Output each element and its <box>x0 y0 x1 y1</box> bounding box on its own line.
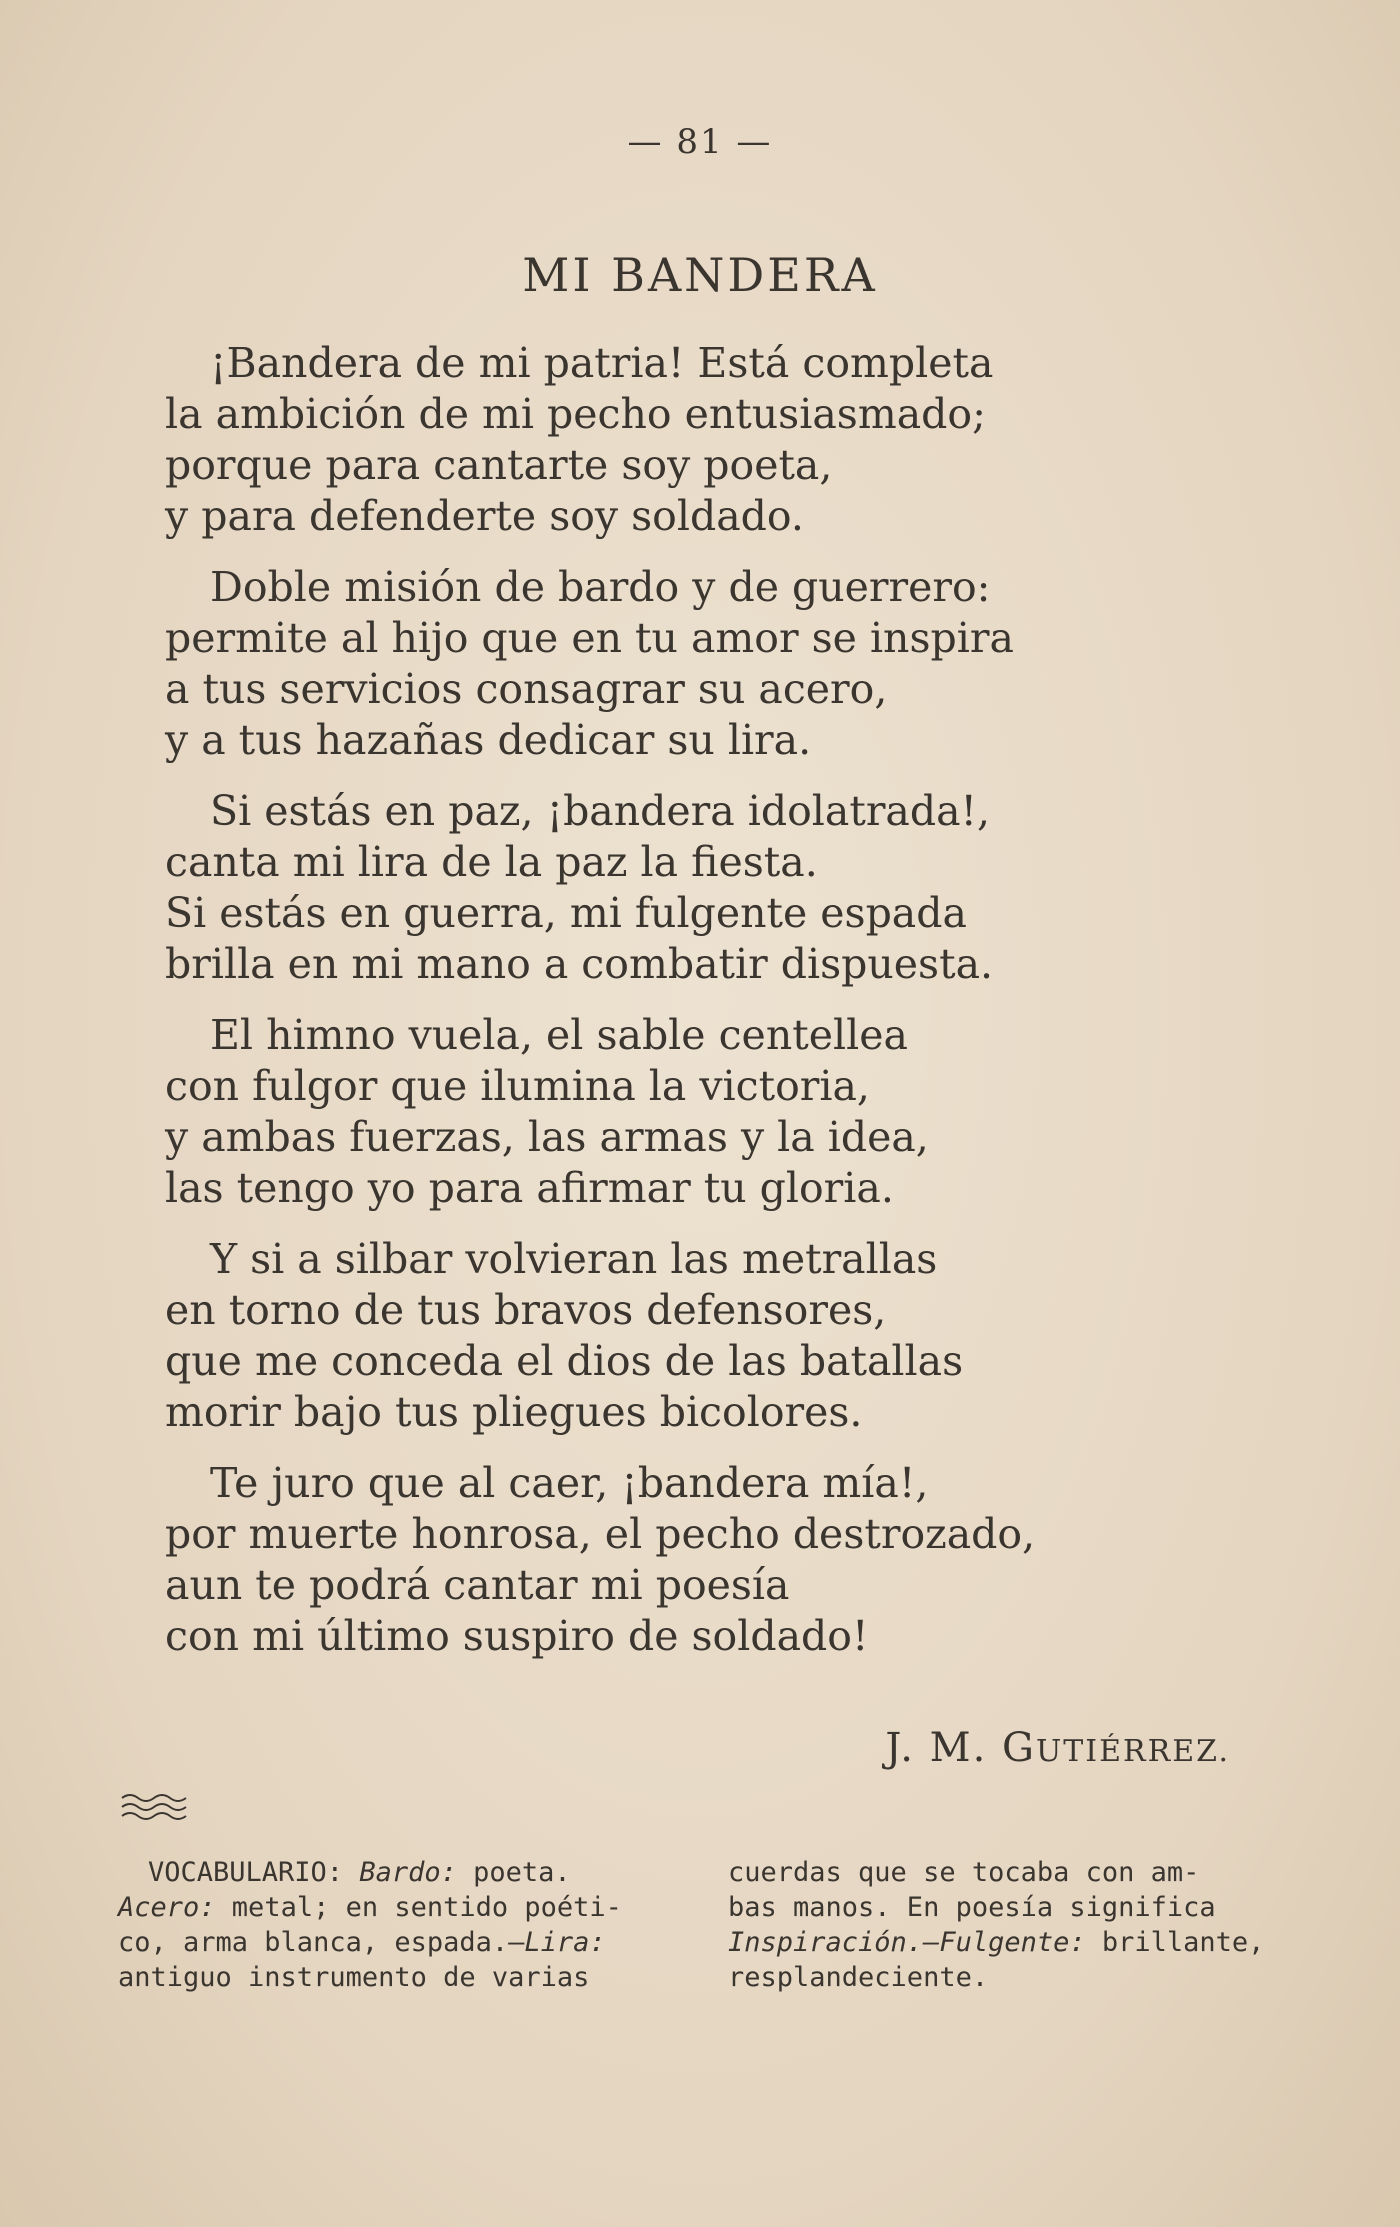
poem-line: Doble misión de bardo y de guerrero: <box>210 563 991 611</box>
vocab-line <box>118 1960 673 1995</box>
poem-title: MI BANDERA <box>522 248 878 302</box>
vocab-term: Bardo: <box>359 1857 457 1888</box>
stanza-2 <box>165 562 1215 766</box>
stanza-3 <box>165 786 1215 990</box>
poem-line: con fulgor que ilumina la victoria, <box>165 1062 870 1110</box>
vocab-label: VOCABULARIO: <box>148 1857 360 1888</box>
vocab-def: antiguo instrumento de varias <box>118 1962 590 1993</box>
vocab-line <box>118 1890 673 1925</box>
stanza-6 <box>165 1458 1215 1662</box>
vocab-line <box>728 1960 1283 1995</box>
vocab-line <box>728 1925 1283 1960</box>
poem-line: las tengo yo para afirmar tu gloria. <box>165 1164 894 1212</box>
vocab-term: Inspiración.—Fulgente: <box>728 1927 1086 1958</box>
vocab-def: resplandeciente. <box>728 1962 989 1993</box>
poem-line: Y si a silbar volvieran las metrallas <box>210 1235 938 1283</box>
vocab-line <box>118 1855 673 1890</box>
poem-line: ¡Bandera de mi patria! Está completa <box>210 339 994 387</box>
poem-line: El himno vuela, el sable centellea <box>210 1011 908 1059</box>
vocab-def: brillante, <box>1085 1927 1265 1958</box>
poem-line: a tus servicios consagrar su acero, <box>165 665 888 713</box>
poem-line: porque para cantarte soy poeta, <box>165 441 833 489</box>
poem-line: y ambas fuerzas, las armas y la idea, <box>165 1113 929 1161</box>
vocab-term: Lira: <box>524 1927 606 1958</box>
vocab-line <box>728 1890 1283 1925</box>
poem-line: Si estás en paz, ¡bandera idolatrada!, <box>210 787 991 835</box>
poem-line: Te juro que al caer, ¡bandera mía!, <box>210 1459 929 1507</box>
poem-line: por muerte honrosa, el pecho destrozado, <box>165 1510 1036 1558</box>
vocab-term: Acero: <box>118 1892 216 1923</box>
author-initials: J. M. G <box>885 1725 1037 1771</box>
poem-line: brilla en mi mano a combatir dispuesta. <box>165 940 994 988</box>
wave-ornament-icon <box>120 1790 190 1824</box>
poem-line: y a tus hazañas dedicar su lira. <box>165 716 812 764</box>
poem-line: que me conceda el dios de las batallas <box>165 1337 964 1385</box>
poem <box>165 338 1215 1682</box>
poem-line: morir bajo tus pliegues bicolores. <box>165 1388 863 1436</box>
vocabulary-column-1 <box>118 1855 673 1995</box>
vocab-def: metal; en sentido poéti- <box>215 1892 622 1923</box>
poem-line: Si estás en guerra, mi fulgente espada <box>165 889 967 937</box>
vocab-line <box>118 1925 673 1960</box>
poem-line: la ambición de mi pecho entusiasmado; <box>165 390 986 438</box>
poem-line: en torno de tus bravos defensores, <box>165 1286 887 1334</box>
stanza-1 <box>165 338 1215 542</box>
stanza-4 <box>165 1010 1215 1214</box>
stanza-5 <box>165 1234 1215 1438</box>
vocab-def: bas manos. En poesía significa <box>728 1892 1216 1923</box>
poem-line: con mi último suspiro de soldado! <box>165 1612 869 1660</box>
vocab-def: co, arma blanca, espada.— <box>118 1927 525 1958</box>
author-signature <box>885 1725 1230 1771</box>
poem-line: canta mi lira de la paz la fiesta. <box>165 838 818 886</box>
vocab-def: poeta. <box>456 1857 571 1888</box>
vocab-line <box>728 1855 1283 1890</box>
vocabulary-note <box>118 1855 1283 1995</box>
vocabulary-column-2 <box>728 1855 1283 1995</box>
poem-line: aun te podrá cantar mi poesía <box>165 1561 790 1609</box>
author-surname: UTIÉRREZ. <box>1036 1734 1230 1769</box>
page-number: — 81 — <box>627 122 773 162</box>
poem-line: permite al hijo que en tu amor se inspira <box>165 614 1014 662</box>
poem-line: y para defenderte soy soldado. <box>165 492 804 540</box>
vocab-def: cuerdas que se tocaba con am- <box>728 1857 1200 1888</box>
